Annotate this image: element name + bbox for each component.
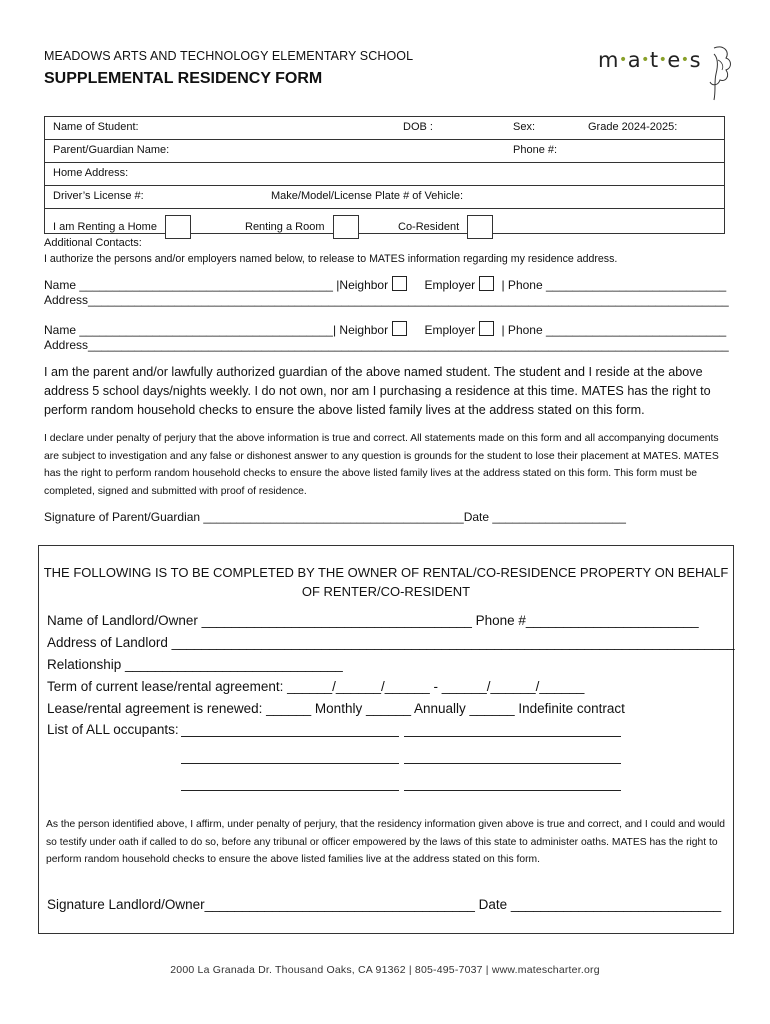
contact-1-neighbor-checkbox[interactable] xyxy=(392,276,407,291)
contact-1-address-field[interactable]: Address________________________________________________________________________________________________ xyxy=(44,293,729,307)
co-resident-option[interactable] xyxy=(398,215,493,239)
contact-1-line xyxy=(44,276,726,292)
student-row xyxy=(45,117,724,140)
occupant-line[interactable] xyxy=(404,736,621,737)
contact-1-employer-label: Employer xyxy=(424,278,476,292)
student-name-field[interactable]: Name of Student: xyxy=(53,121,139,133)
leaf-logo-icon xyxy=(700,44,736,102)
drivers-license-field[interactable]: Driver’s License #: xyxy=(53,190,144,202)
license-row xyxy=(45,186,724,209)
occupant-line[interactable] xyxy=(181,790,399,791)
lease-term-field[interactable]: Term of current lease/rental agreement: ______/______/______ - ______/______/______ xyxy=(47,679,585,694)
student-info-table xyxy=(44,116,725,234)
contact-2-phone-field[interactable]: | Phone ___________________________ xyxy=(501,323,727,337)
perjury-statement: I declare under penalty of perjury that the above information is true and correct. All statements made on this form and all accompanying documents are subject to investigation and any false or dishonest answer to any question is grounds for the student to lose their placement at MATES. MATES has the right to perform random household checks to ensure the above listed family lives at the address stated on this form. This form must be completed, signed and submitted with proof of residence. xyxy=(44,433,719,497)
renting-home-checkbox[interactable] xyxy=(165,215,191,239)
landlord-address-field[interactable]: Address of Landlord ___________________________________________________________________________ xyxy=(47,635,735,650)
renting-room-option[interactable] xyxy=(245,215,359,239)
occupant-line[interactable] xyxy=(404,790,621,791)
contact-2-neighbor-checkbox[interactable] xyxy=(392,321,407,336)
owner-section xyxy=(38,545,734,934)
landlord-name-field[interactable]: Name of Landlord/Owner ____________________________________ Phone #_______________________ xyxy=(47,613,699,628)
sex-field[interactable]: Sex: xyxy=(513,121,536,133)
parent-row xyxy=(45,140,724,163)
co-resident-checkbox[interactable] xyxy=(467,215,493,239)
lease-renewal-field[interactable]: Lease/rental agreement is renewed: ______ Monthly ______ Annually ______ Indefinite contract xyxy=(47,701,625,716)
parent-name-field[interactable]: Parent/Guardian Name: xyxy=(53,144,170,156)
vehicle-field[interactable]: Make/Model/License Plate # of Vehicle: xyxy=(271,190,464,202)
address-row xyxy=(45,163,724,186)
school-name: MEADOWS ARTS AND TECHNOLOGY ELEMENTARY SCHOOL xyxy=(44,49,414,63)
phone-field[interactable]: Phone #: xyxy=(513,144,558,156)
contact-2-address-field[interactable]: Address________________________________________________________________________________________________ xyxy=(44,338,729,352)
relationship-field[interactable]: Relationship _____________________________ xyxy=(47,657,343,672)
mates-logo xyxy=(598,44,738,102)
form-title: SUPPLEMENTAL RESIDENCY FORM xyxy=(44,70,323,87)
co-resident-label: Co-Resident xyxy=(398,221,460,233)
occupants-label: List of ALL occupants: xyxy=(47,722,179,737)
residence-type-row xyxy=(45,209,724,233)
owner-section-heading: THE FOLLOWING IS TO BE COMPLETED BY THE OWNER OF RENTAL/CO-RESIDENCE PROPERTY ON BEHALF OF RENTER/CO-RESIDENT xyxy=(43,565,729,599)
logo-text: m•a•t•e•s xyxy=(598,48,702,72)
occupant-line[interactable] xyxy=(181,736,399,737)
contact-2-employer-checkbox[interactable] xyxy=(479,321,494,336)
grade-field[interactable]: Grade 2024-2025: xyxy=(588,121,678,133)
footer-contact: 2000 La Granada Dr. Thousand Oaks, CA 91362 | 805-495-7037 | www.matescharter.org xyxy=(170,964,600,976)
dob-field[interactable]: DOB : xyxy=(403,121,433,133)
renting-home-option[interactable] xyxy=(53,215,191,239)
contact-1-phone-field[interactable]: | Phone ___________________________ xyxy=(501,278,727,292)
parent-signature-line[interactable]: Signature of Parent/Guardian _______________________________________Date ____________________ xyxy=(44,510,626,524)
home-address-field[interactable]: Home Address: xyxy=(53,167,129,179)
occupant-line[interactable] xyxy=(181,763,399,764)
contact-1-name-field[interactable]: Name ______________________________________ |Neighbor xyxy=(44,278,389,292)
renting-room-checkbox[interactable] xyxy=(333,215,359,239)
additional-contacts-title: Additional Contacts: xyxy=(44,237,142,249)
contact-2-name-field[interactable]: Name ______________________________________| Neighbor xyxy=(44,323,389,337)
authorize-text: I authorize the persons and/or employers named below, to release to MATES information regarding my residence address. xyxy=(44,253,618,265)
renting-home-label: I am Renting a Home xyxy=(53,221,157,233)
owner-signature-line[interactable]: Signature Landlord/Owner____________________________________ Date ____________________________ xyxy=(47,897,722,912)
parent-statement: I am the parent and/or lawfully authorized guardian of the above named student. The student and I reside at the above address 5 school days/nights weekly. I do not own, nor am I purchasing a residence at this time. MATES has the right to perform random household checks to ensure the above listed family lives at the address stated on this form. xyxy=(44,365,711,417)
contact-1-employer-checkbox[interactable] xyxy=(479,276,494,291)
renting-room-label: Renting a Room xyxy=(245,221,325,233)
contact-2-employer-label: Employer xyxy=(424,323,476,337)
occupant-line[interactable] xyxy=(404,763,621,764)
owner-affirmation: As the person identified above, I affirm, under penalty of perjury, that the residency information given above is true and correct, and I could and would so testify under oath if called to do so, before any tribunal or officer empowered by the laws of this state to administer oaths. MATES has the right to perform random household checks to ensure the above listed families live at the address stated on this form. xyxy=(46,819,726,865)
contact-2-line xyxy=(44,321,726,337)
